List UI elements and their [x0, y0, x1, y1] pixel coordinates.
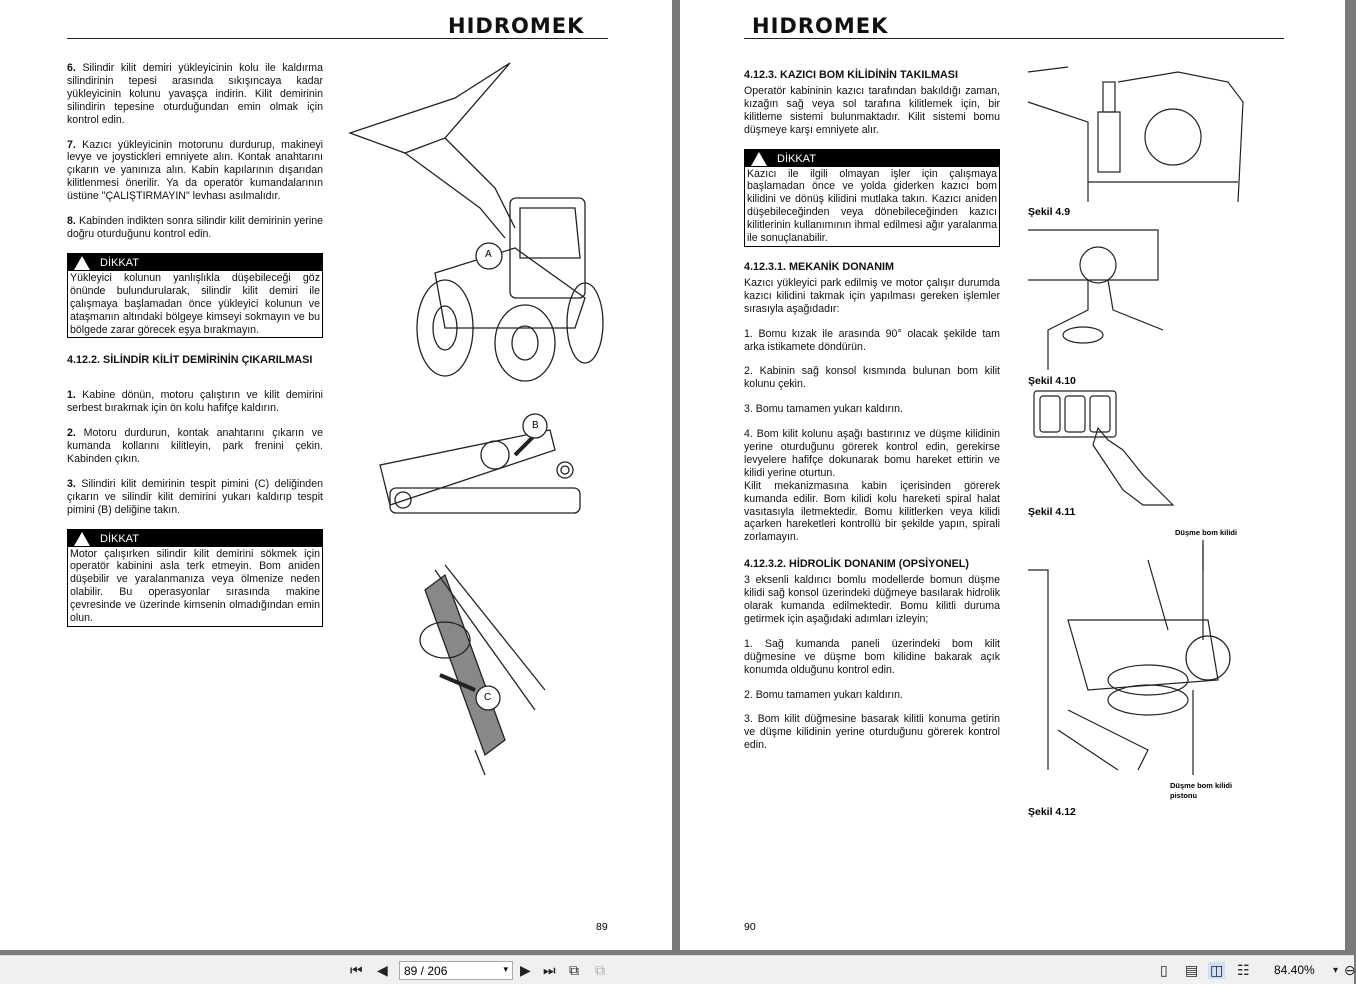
hidromek-logo: HIDROMEK	[752, 14, 889, 38]
step: 3. Bom kilit düğmesine basarak kilitli konuma getirin ve düşme kilidinin yerine oturduğunu görerek kontrol edin.	[744, 713, 1000, 752]
figure-4-12-hydraulic-lock	[1028, 540, 1246, 780]
label-c: C	[484, 692, 492, 703]
figure-caption: Şekil 4.10	[1028, 375, 1076, 387]
paragraph: 3 eksenli kaldırıcı bomlu modellerde bomun düşme kilidi sağ konsol üzerindeki düğmeye basılarak hidrolik olarak kumanda edilmektedir. Bomu kilitli duruma getirmek için aşağıdaki adımları izleyin;	[744, 574, 1000, 625]
warning-box: DİKKAT Kazıcı ile ilgili olmayan işler için çalışmaya başlamadan önce ve yolda giderken kazıcı bom kilidini ve dönüş kilidini mutlaka takın. Kazıcı aniden düşebileceğinden veya dönebileceğinden kazıcı kilitlerinin kullanımının ihmal edilmesi ağır yaralanma ile sonuçlanabilir.	[744, 149, 1000, 247]
page-number: 90	[744, 921, 756, 933]
hidromek-logo: HIDROMEK	[448, 14, 585, 38]
step: 1. Bomu kızak ile arasında 90° olacak şekilde tam arka istikamete döndürün.	[744, 327, 1000, 353]
step-7: 7. Kazıcı yükleyicinin motorunu durdurup, makineyi levye ve joystickleri emniyete alın. Kontak anahtarını çıkarın ve yanınıza alın. Kabin kapılarının dışarıdan kilitlenmesi önerilir. Ya da operatör kumandalarının üstüne "ÇALIŞTIRMAYIN" levhası asılmalıdır.	[67, 138, 323, 203]
section-heading: 4.12.3. KAZICI BOM KİLİDİNİN TAKILMASI	[744, 69, 958, 81]
page-number-input[interactable]: 89 / 206 ▾	[399, 961, 513, 980]
warning-icon	[751, 152, 767, 166]
figure-label: Düşme bom kilidi	[1170, 781, 1233, 790]
continuous-facing-view-icon[interactable]: ☷	[1237, 962, 1250, 978]
figure-4-10-lock	[1028, 220, 1168, 372]
warning-icon	[74, 256, 90, 270]
facing-view-icon[interactable]: ◫	[1210, 962, 1224, 978]
paragraph: Kazıcı yükleyici park edilmiş ve motor çalışır durumda kazıcı kilidini takmak için yapılması gereken işlemler sırasıyla aşağıdadır:	[744, 276, 1000, 315]
figure-label: pistonu	[1170, 791, 1198, 800]
step-3: 3. Silindiri kilit demirinin tespit pimini (C) deliğinden çıkarın ve silindir kilit demirini yukarı kaldırıp tespit pimini (B) deliğine takın.	[67, 477, 323, 516]
figure-caption: Şekil 4.9	[1028, 206, 1071, 218]
figure-4-9-lever	[1028, 62, 1246, 204]
continuous-view-icon[interactable]: ▤	[1185, 962, 1199, 978]
chevron-down-icon: ▾	[503, 964, 508, 974]
zoom-dropdown-icon[interactable]: ▾	[1333, 965, 1339, 976]
section-heading: 4.12.3.2. HİDROLİK DONANIM (OPSİYONEL)	[744, 558, 969, 571]
figure-caption: Şekil 4.11	[1028, 506, 1076, 518]
step-8: 8. Kabinden indikten sonra silindir kilit demirinin yerine doğru oturduğunu kontrol edin.	[67, 215, 323, 240]
label-b: B	[532, 420, 539, 431]
step: 4. Bom kilit kolunu aşağı bastırınız ve düşme kilidinin yerine oturduğunu görerek kontrol edin, gerekirse levyelere hafifçe dokunarak bomu hareket ettirin ve kilidi yerine oturtun.	[744, 428, 1000, 479]
section-heading: 4.12.2. SİLİNDİR KİLİT DEMİRİNİN ÇIKARILMASI	[67, 354, 313, 367]
paragraph: Operatör kabininin kazıcı tarafından bakıldığı zaman, kızağın sağ veya sol tarafına kilitlemek için, bir kilitleme sistemi bulunmaktadır. Kilit sistemi bomu düşmeye karşı emniyete alır.	[744, 84, 1000, 136]
figure-caption: Şekil 4.12	[1028, 806, 1076, 818]
figure-4-11-switch-panel	[1033, 390, 1178, 508]
pdf-page-90	[680, 0, 1345, 950]
step: 1. Sağ kumanda paneli üzerindeki bom kilit düğmesine ve düşme bom kilidine bakarak açık konumda olduğunu kontrol edin.	[744, 637, 1000, 676]
step-2: 2. Motoru durdurun, kontak anahtarını çıkarın ve kumanda kollarını kilitleyin, park frenini çekin. Kabinden çıkın.	[67, 427, 323, 465]
header-rule	[744, 38, 1284, 39]
next-page-button[interactable]: ▶	[520, 962, 531, 978]
single-page-view-icon[interactable]: ▯	[1160, 962, 1168, 978]
warning-box: DİKKAT Motor çalışırken silindir kilit demirini sökmek için operatör kabinini asla terk etmeyin. Bom aniden düşebilir ve yaralanmanıza veya ölmenize neden olabilir. Bu operasyonlar sırasında makine çevresinde ve üzerinde kimsenin olmadığından emin olun.	[67, 529, 323, 627]
previous-page-button[interactable]: ◀	[377, 962, 388, 978]
page-number: 89	[596, 921, 608, 933]
pdf-page-89	[0, 0, 672, 950]
section-heading: 4.12.3.1. MEKANİK DONANIM	[744, 260, 894, 273]
step-6: 6. Silindir kilit demiri yükleyicinin kolu ile kaldırma silindirinin tepesi arasında sıkışıncaya kadar yükleyicinin kolunu yavaşça indirin. Kilit demirinin silindirin tepesine oturduğundan emin olmak için kontrol edin.	[67, 62, 324, 126]
warning-icon	[74, 532, 90, 546]
last-page-button[interactable]: ⏭	[543, 962, 556, 978]
paragraph: Kilit mekanizmasına kabin içerisinden görerek kumanda edilir. Bom kilidi kolu hareketi spiral halat vasıtasıyla iletmektedir. Bomu kilitlerken veya kilidi açarken hareketleri kontrollü bir şekilde yapın, spirali zorlamayın.	[744, 479, 1000, 544]
first-page-button[interactable]: ⏮	[350, 962, 363, 978]
header-rule	[67, 38, 608, 39]
zoom-level[interactable]: 84.40%	[1274, 963, 1315, 977]
step: 3. Bomu tamamen yukarı kaldırın.	[744, 403, 903, 416]
figure-label: Düşme bom kilidi	[1175, 528, 1238, 537]
step-1: 1. Kabine dönün, motoru çalıştırın ve kilit demirini serbest bırakmak için ön kolu hafifçe kaldırın.	[67, 389, 323, 415]
step: 2. Bomu tamamen yukarı kaldırın.	[744, 688, 903, 701]
retaining-pin-illustration	[405, 560, 555, 780]
next-view-icon[interactable]: ⧉	[595, 962, 605, 978]
zoom-out-icon[interactable]: ⊖	[1344, 962, 1356, 978]
right-text-column	[744, 69, 1000, 764]
left-text-column	[67, 62, 323, 639]
cylinder-lock-pin-illustration	[375, 410, 585, 550]
step: 2. Kabinin sağ konsol kısmında bulunan bom kilit kolunu çekin.	[744, 365, 1000, 391]
label-a: A	[485, 249, 492, 260]
pdf-toolbar	[0, 955, 1354, 984]
backhoe-loader-illustration	[345, 58, 610, 388]
warning-box: DİKKAT Yükleyici kolunun yanlışlıkla düşebileceği göz önünde bulundurularak, silindir kilit demiri ile çalışmaya başlamadan önce yükleyici kolunun ve ataşmanın altındaki bölgeye kimseyi sokmayın ve bu bölgede zarar görecek eşya bırakmayın.	[67, 253, 323, 339]
previous-view-icon[interactable]: ⧉	[569, 962, 579, 978]
